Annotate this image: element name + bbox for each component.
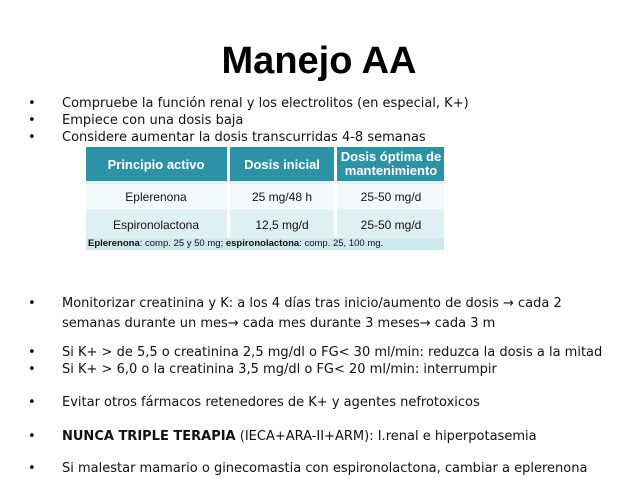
table-header bbox=[86, 147, 444, 181]
bullet-marker: • bbox=[28, 130, 36, 145]
table-cell: Espironolactona bbox=[112, 217, 200, 232]
bullet-marker: • bbox=[28, 96, 36, 111]
table-cell: 25-50 mg/d bbox=[360, 189, 422, 204]
table-row bbox=[86, 184, 444, 209]
list-item-text: Empiece con una dosis baja bbox=[62, 113, 244, 128]
warning-detail: (IECA+ARA-II+ARM): I.renal e hiperpotasemia bbox=[235, 429, 537, 444]
list-item-text: Si K+ > 6,0 o la creatinina 3,5 mg/dl o FG< 20 ml/min: interrumpir bbox=[62, 362, 497, 377]
bullet-marker: • bbox=[28, 429, 36, 444]
bullet-marker: • bbox=[28, 345, 36, 360]
table-cell: Eplerenona bbox=[125, 189, 187, 204]
bullet-marker: • bbox=[28, 113, 36, 128]
table-cell: 12,5 mg/d bbox=[255, 217, 309, 232]
column-divider bbox=[334, 147, 337, 239]
table-cell: 25 mg/48 h bbox=[251, 189, 313, 204]
column-header: Dosis óptima de mantenimiento bbox=[340, 149, 442, 178]
slide-title: Manejo AA bbox=[221, 40, 417, 82]
column-header: Dosis inicial bbox=[244, 156, 320, 172]
column-header: Principio activo bbox=[107, 156, 205, 172]
list-item-text: Si K+ > de 5,5 o creatinina 2,5 mg/dl o FG< 30 ml/min: reduzca la dosis a la mitad bbox=[62, 345, 603, 360]
list-item bbox=[28, 294, 608, 334]
column-divider bbox=[227, 147, 230, 239]
bullet-marker: • bbox=[28, 296, 36, 311]
list-item-text: Considere aumentar la dosis transcurridas 4-8 semanas bbox=[62, 130, 426, 145]
list-item-text: Si malestar mamario o ginecomastia con espironolactona, cambiar a eplerenona bbox=[62, 461, 588, 476]
table-row bbox=[86, 212, 444, 237]
list-item-text: Compruebe la función renal y los electrolitos (en especial, K+) bbox=[62, 96, 469, 111]
dosage-table bbox=[86, 147, 444, 250]
footnote-drug: Eplerenona bbox=[88, 238, 140, 249]
footnote-drug: espironolactona bbox=[225, 238, 300, 249]
footnote-text: : comp. 25 y 50 mg; bbox=[139, 238, 226, 249]
bullet-marker: • bbox=[28, 362, 36, 377]
list-item-text bbox=[62, 427, 608, 447]
bullet-marker: • bbox=[28, 461, 36, 476]
list-item-text: Evitar otros fármacos retenedores de K+ y agentes nefrotoxicos bbox=[62, 395, 480, 410]
table-cell: 25-50 mg/d bbox=[360, 217, 422, 232]
table-footnote bbox=[86, 238, 444, 250]
footnote-text: : comp. 25, 100 mg. bbox=[299, 238, 384, 249]
bullet-marker: • bbox=[28, 395, 36, 410]
list-item-text: Monitorizar creatinina y K: a los 4 días tras inicio/aumento de dosis → cada 2 semanas durante un mes→ cada mes durante 3 meses→ cada 3 m bbox=[62, 296, 562, 331]
warning-text: NUNCA TRIPLE TERAPIA bbox=[62, 429, 236, 444]
